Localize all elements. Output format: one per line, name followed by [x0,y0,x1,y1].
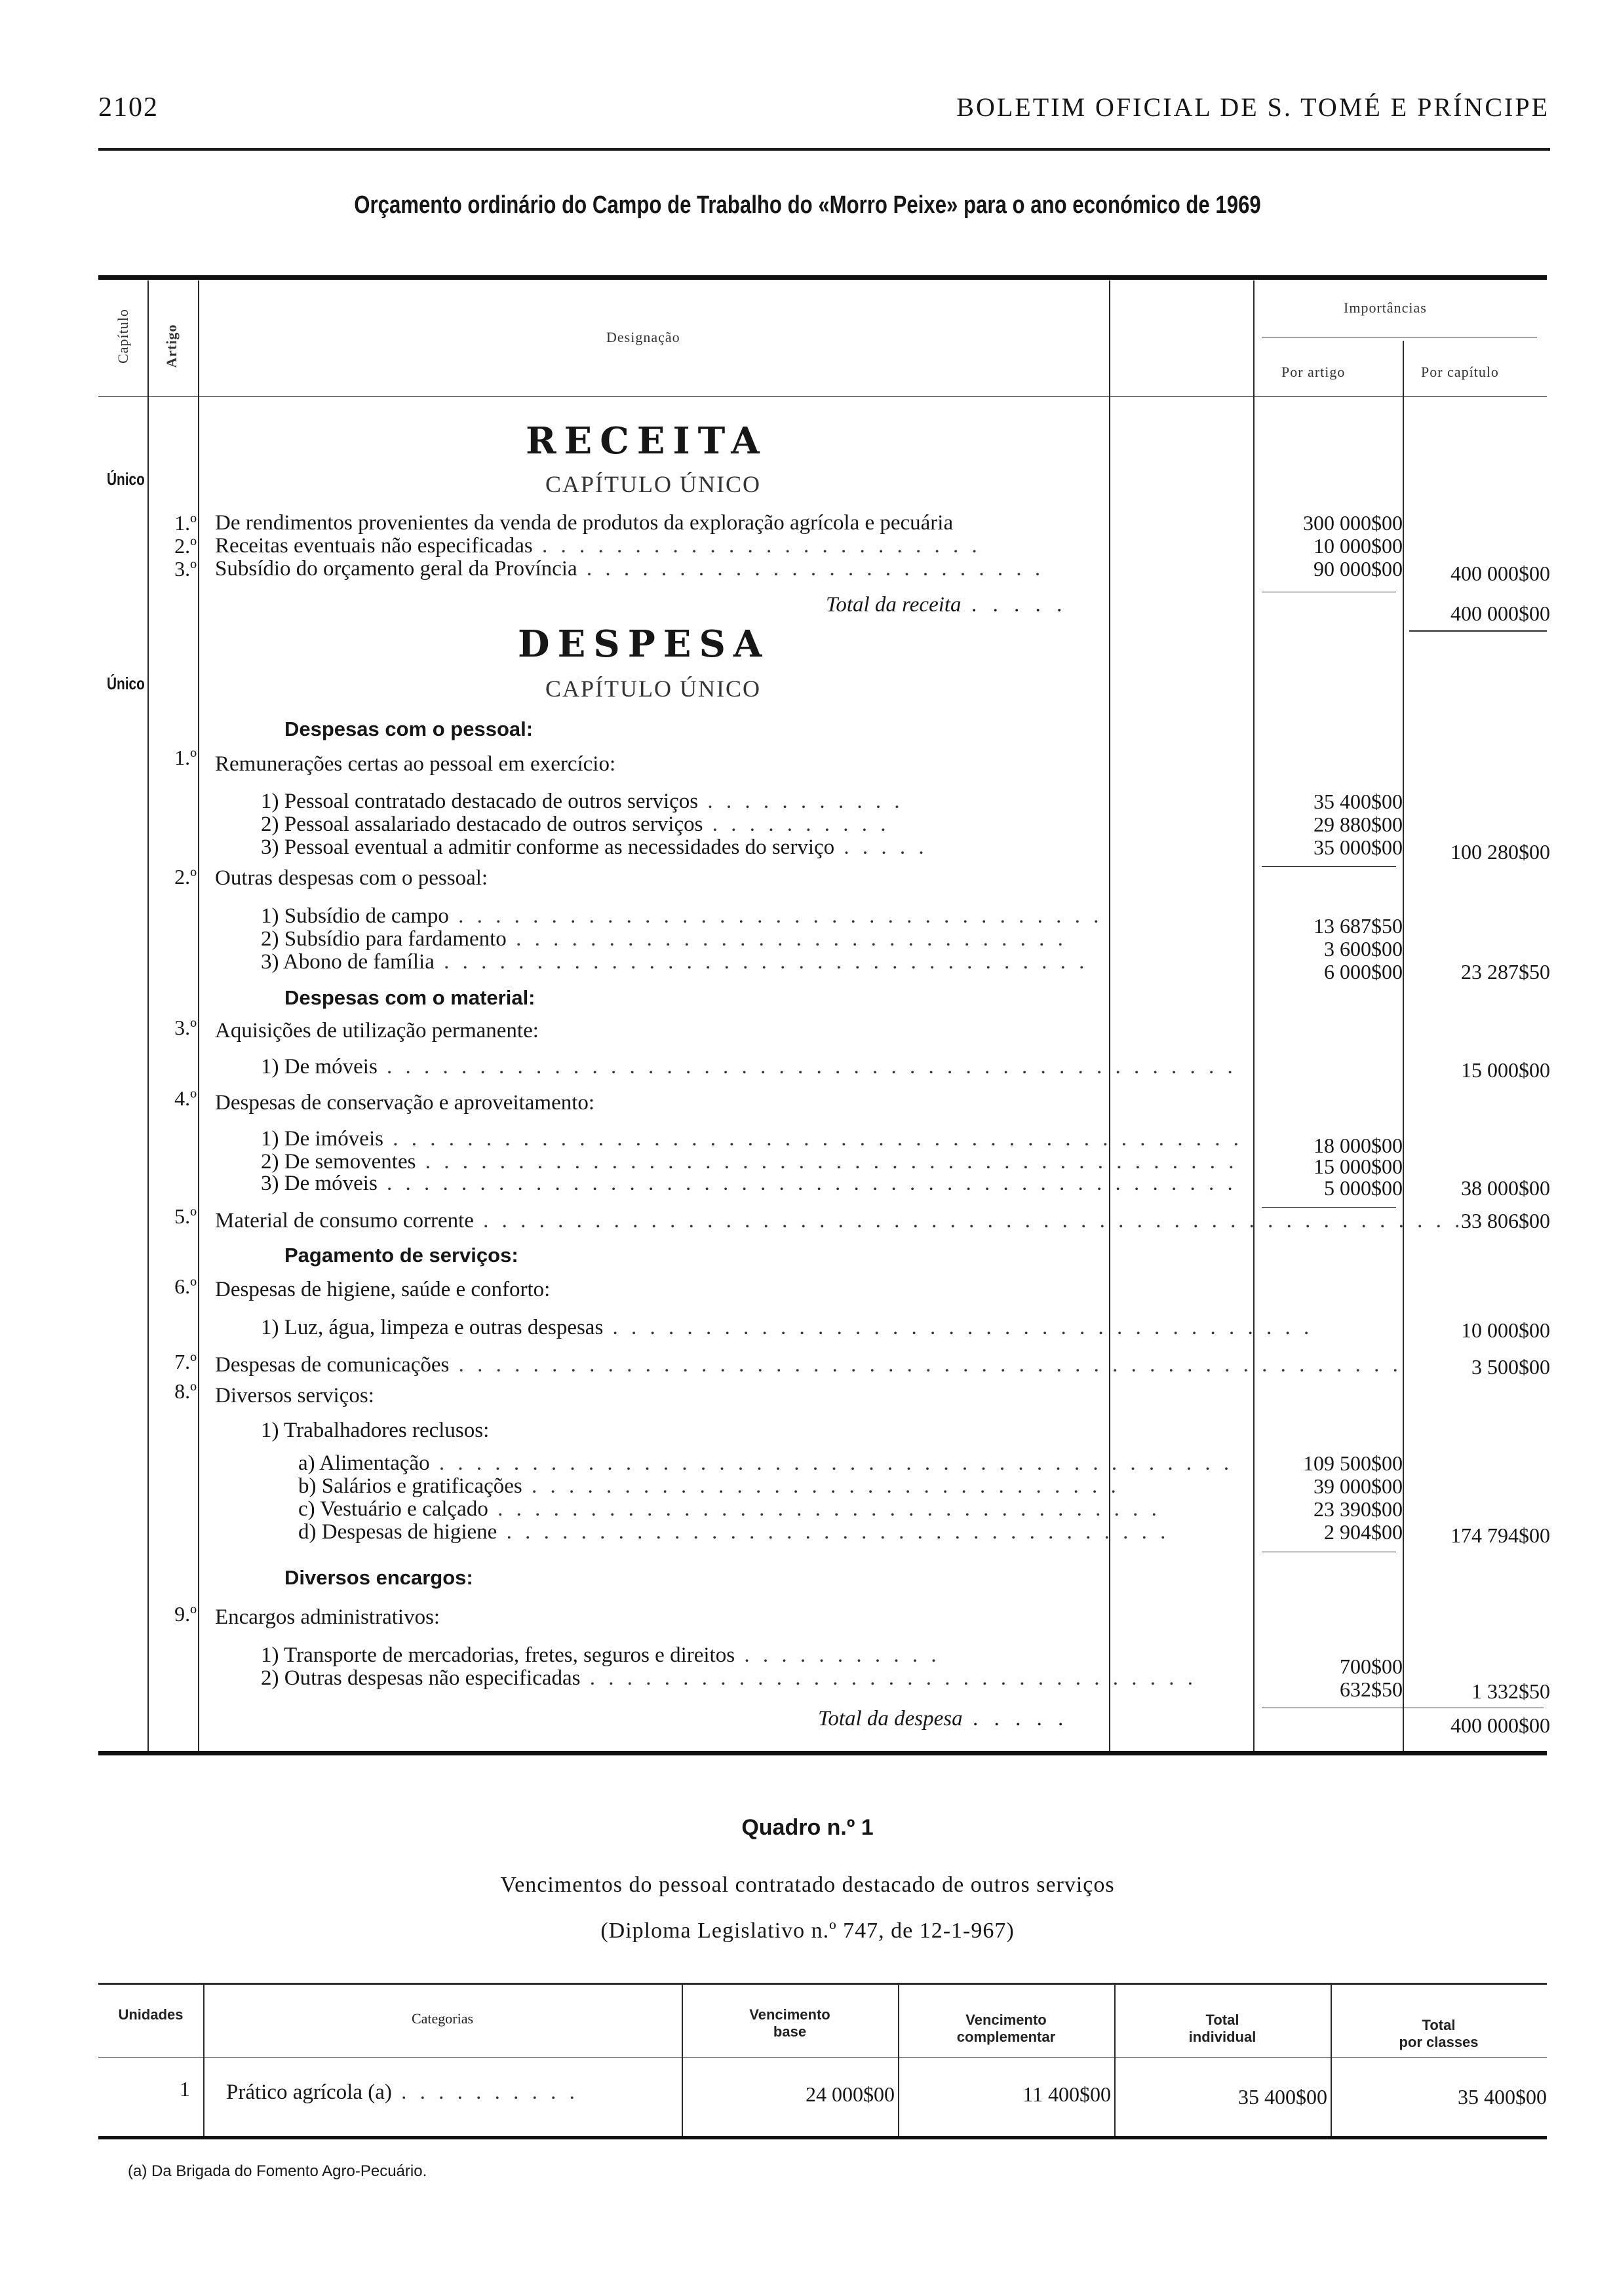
document-title: Orçamento ordinário do Campo de Trabalho do «Morro Peixe» para o ano económico de 1969 [354,191,1261,219]
despesa-art1-item-1: 1) Pessoal contratado destacado de outros serviços . . . . . . . . . . . [261,790,904,813]
despesa-art-6: 6.º [174,1274,197,1298]
despesa-art9-item-2: 2) Outras despesas não especificadas . . . . . . . . . . . . . . . . . . . . . . . . . . . . . . . . . [261,1666,1197,1690]
despesa-total: 400 000$00 [1450,1713,1550,1737]
receita-text-3: Subsídio do orçamento geral da Província . . . . . . . . . . . . . . . . . . . . . . . . . [215,557,1045,581]
receita-capitulo: CAPÍTULO ÚNICO [545,471,761,497]
despesa-art8-item-b: b) Salários e gratificações . . . . . . . . . . . . . . . . . . . . . . . . . . . . . . . . [298,1474,1120,1498]
quadro-header-unidades: Unidades [118,2006,184,2023]
page-number: 2102 [98,92,159,123]
despesa-art4-item-3: 3) De móveis . . . . . . . . . . . . . . . . . . . . . . . . . . . . . . . . . . . . . . . . . . . . . . [261,1172,1237,1195]
despesa-sub-material: Despesas com o material: [284,986,535,1009]
quadro-row-categoria: Prático agrícola (a) . . . . . . . . . . [226,2080,579,2104]
despesa-art2-item-3-artigo: 6 000$00 [1324,960,1403,984]
despesa-sub-servicos: Pagamento de serviços: [284,1244,518,1267]
quadro-head-rule [98,2057,1547,2058]
quadro-row-complementar: 11 400$00 [1022,2082,1111,2106]
quadro-header-vencimento-complementar: Vencimento complementar [956,2012,1056,2045]
despesa-art8-item-a-artigo: 109 500$00 [1303,1451,1403,1475]
quadro-row-classes: 35 400$00 [1458,2085,1547,2109]
despesa-art1-item-3-artigo: 35 000$00 [1313,835,1403,859]
despesa-art1-item-3: 3) Pessoal eventual a admitir conforme as necessidades do serviço . . . . . [261,835,928,859]
col-divider-por-artigo [1403,341,1404,1751]
despesa-art-2: 2.º [174,865,197,889]
despesa-art2-item-1: 1) Subsídio de campo . . . . . . . . . . . . . . . . . . . . . . . . . . . . . . . . . . . [261,904,1103,928]
footnote: (a) Da Brigada do Fomento Agro-Pecuário. [128,2162,427,2180]
quadro-diploma: (Diploma Legislativo n.º 747, de 12-1-967) [600,1919,1015,1943]
quadro-col-3 [898,1985,899,2136]
receita-total-label: Total da receita . . . . . [826,593,1068,617]
receita-text-2: Receitas eventuais não especificadas . . . . . . . . . . . . . . . . . . . . . . . . [215,534,981,558]
despesa-art-1-text: Remunerações certas ao pessoal em exercício: [215,752,616,776]
receita-heading: RECEITA [526,419,768,463]
despesa-art2-item-2-artigo: 3 600$00 [1324,937,1403,961]
despesa-art8-item-d-artigo: 2 904$00 [1324,1520,1403,1544]
receita-total: 400 000$00 [1450,602,1550,625]
despesa-art1-item-2: 2) Pessoal assalariado destacado de outros serviços . . . . . . . . . . [261,813,890,836]
despesa-art2-item-3: 3) Abono de família . . . . . . . . . . . . . . . . . . . . . . . . . . . . . . . . . . . [261,950,1089,974]
despesa-art4-item-1-artigo: 18 000$00 [1313,1134,1403,1157]
quadro-header-total-classes: Total por classes [1399,2017,1479,2050]
despesa-total-label: Total da despesa . . . . . [818,1707,1070,1731]
quadro-header-total-individual: Total individual [1188,2012,1256,2045]
despesa-art6-capitulo: 10 000$00 [1461,1318,1550,1342]
despesa-art-4-text: Despesas de conservação e aproveitamento: [215,1091,595,1115]
despesa-art1-rule [1262,866,1396,867]
despesa-art8-item-a: a) Alimentação . . . . . . . . . . . . . . . . . . . . . . . . . . . . . . . . . . . . . . . . . . . [298,1451,1234,1475]
quadro-row-base: 24 000$00 [806,2082,895,2106]
despesa-art5-capitulo: 33 806$00 [1461,1209,1550,1233]
despesa-art8-item-d: d) Despesas de higiene . . . . . . . . . . . . . . . . . . . . . . . . . . . . . . . . . . . . [298,1520,1170,1544]
despesa-side-label: Único [107,674,145,693]
despesa-art4-item-3-artigo: 5 000$00 [1324,1176,1403,1200]
despesa-art8-capitulo: 174 794$00 [1450,1523,1550,1547]
receita-side-label: Único [107,469,145,489]
col-divider-artigo [198,280,199,1751]
despesa-art4-rule [1262,1207,1396,1208]
quadro-header-vencimento-base: Vencimento base [749,2006,830,2040]
col-divider-importancias [1253,280,1255,1751]
despesa-art2-item-2: 2) Subsídio para fardamento . . . . . . . . . . . . . . . . . . . . . . . . . . . . . . [261,927,1067,951]
despesa-art4-item-2: 2) De semoventes . . . . . . . . . . . . . . . . . . . . . . . . . . . . . . . . . . . . . . . . . . . . [261,1150,1238,1174]
quadro-header-categorias: Categorias [411,2010,474,2027]
despesa-art-2-text: Outras despesas com o pessoal: [215,866,488,890]
col-artigo-header: Artigo [163,324,180,368]
receita-art-3: 3.º [174,557,197,581]
quadro-title: Quadro n.º 1 [741,1815,874,1840]
despesa-art-4: 4.º [174,1086,197,1110]
despesa-art-9: 9.º [174,1602,197,1626]
quadro-subtitle: Vencimentos do pessoal contratado destacado de outros serviços [500,1873,1115,1897]
despesa-art4-item-1: 1) De imóveis . . . . . . . . . . . . . . . . . . . . . . . . . . . . . . . . . . . . . . . . . . . . . . [261,1127,1243,1151]
quadro-col-4 [1114,1985,1116,2136]
despesa-art-7: 7.º [174,1350,197,1373]
quadro-bottom-rule [98,2136,1547,2139]
receita-capitulo-3: 400 000$00 [1450,562,1550,585]
receita-art-1: 1.º [174,511,197,535]
despesa-art8-subheading: 1) Trabalhadores reclusos: [261,1419,490,1442]
receita-text-1: De rendimentos provenientes da venda de produtos da exploração agrícola e pecuária [215,511,954,535]
despesa-art3-capitulo: 15 000$00 [1461,1058,1550,1082]
despesa-sub-pessoal: Despesas com o pessoal: [284,718,534,740]
table-head-rule [98,396,1547,397]
despesa-art-3-text: Aquisições de utilização permanente: [215,1019,539,1043]
despesa-art1-item-1-artigo: 35 400$00 [1313,790,1403,813]
col-por-artigo-header: Por artigo [1281,364,1346,380]
publication-title: BOLETIM OFICIAL DE S. TOMÉ E PRÍNCIPE [956,92,1549,122]
despesa-art4-capitulo: 38 000$00 [1461,1176,1550,1200]
quadro-col-1 [203,1985,204,2136]
col-designacao-header: Designação [606,329,680,345]
despesa-art4-item-2-artigo: 15 000$00 [1313,1155,1403,1178]
col-por-capitulo-header: Por capítulo [1421,364,1499,380]
despesa-art2-capitulo: 23 287$50 [1461,960,1550,984]
despesa-art3-item-1: 1) De móveis . . . . . . . . . . . . . . . . . . . . . . . . . . . . . . . . . . . . . . . . . . . . . . [261,1055,1237,1079]
despesa-art9-item-2-artigo: 632$50 [1340,1677,1403,1701]
despesa-art-8-text: Diversos serviços: [215,1384,374,1407]
despesa-art-8: 8.º [174,1379,197,1403]
despesa-art8-item-c: c) Vestuário e calçado . . . . . . . . . . . . . . . . . . . . . . . . . . . . . . . . . . . . [298,1497,1161,1521]
despesa-art-9-text: Encargos administrativos: [215,1605,440,1629]
receita-total-rule [1409,630,1547,632]
despesa-art-6-text: Despesas de higiene, saúde e conforto: [215,1278,551,1301]
despesa-art2-item-1-artigo: 13 687$50 [1313,914,1403,938]
header-rule [98,148,1550,151]
receita-artigo-3: 90 000$00 [1313,557,1403,581]
despesa-art9-capitulo: 1 332$50 [1471,1679,1550,1703]
col-divider-capitulo [147,280,149,1751]
quadro-row-individual: 35 400$00 [1238,2085,1327,2109]
despesa-art-5-text: Material de consumo corrente . . . . . . . . . . . . . . . . . . . . . . . . . . . . . . . . . . . . . . . . . . . . . . . . . . . . . [215,1209,1464,1233]
quadro-top-rule [98,1983,1547,1985]
despesa-art1-item-2-artigo: 29 880$00 [1313,813,1403,836]
despesa-art9-item-1: 1) Transporte de mercadorias, fretes, seguros e direitos . . . . . . . . . . . [261,1643,941,1667]
despesa-art9-item-1-artigo: 700$00 [1340,1655,1403,1678]
despesa-capitulo: CAPÍTULO ÚNICO [545,676,761,702]
despesa-art-7-text: Despesas de comunicações . . . . . . . . . . . . . . . . . . . . . . . . . . . . . . . . . . . . . . . . . . . . . . . . . . . [215,1353,1402,1377]
despesa-art-3: 3.º [174,1016,197,1039]
col-capitulo-header: Capítulo [115,309,131,364]
despesa-art8-item-b-artigo: 39 000$00 [1313,1474,1403,1498]
despesa-sub-encargos: Diversos encargos: [284,1566,473,1589]
quadro-col-5 [1331,1985,1332,2136]
despesa-art1-capitulo: 100 280$00 [1450,840,1550,864]
receita-artigo-2: 10 000$00 [1313,534,1403,558]
quadro-row-unidades: 1 [180,2077,190,2101]
table-bottom-rule [98,1751,1547,1755]
despesa-art-1: 1.º [174,746,197,769]
receita-art-2: 2.º [174,534,197,558]
despesa-heading: DESPESA [518,622,770,666]
despesa-art8-item-c-artigo: 23 390$00 [1313,1497,1403,1521]
despesa-art-5: 5.º [174,1204,197,1228]
despesa-art7-capitulo: 3 500$00 [1471,1355,1550,1379]
col-importancias-header: Importâncias [1344,299,1427,316]
receita-artigo-1: 300 000$00 [1303,511,1403,535]
table-top-rule [98,275,1547,280]
despesa-art6-item-1: 1) Luz, água, limpeza e outras despesas . . . . . . . . . . . . . . . . . . . . . . . . . . . . . . . . . . . . . . [261,1316,1313,1339]
